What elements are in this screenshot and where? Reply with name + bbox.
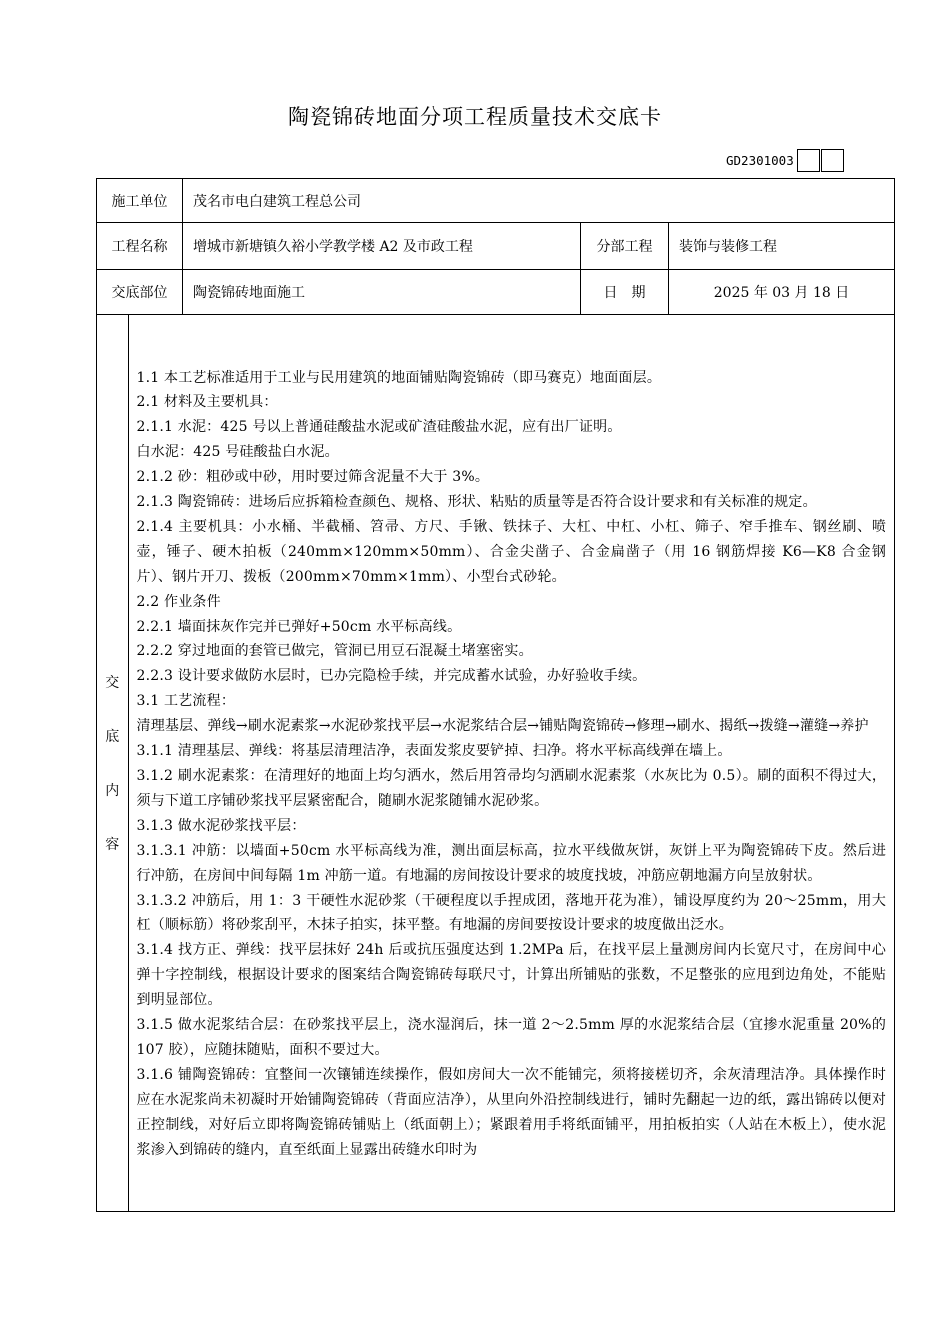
- document-code: GD2301003: [726, 152, 794, 168]
- content-paragraph: 2.2.3 设计要求做防水层时，已办完隐检手续，并完成蓄水试验，办好验收手续。: [136, 668, 647, 685]
- code-box-1: [797, 149, 820, 172]
- content-paragraph: 2.1.1 水泥：425 号以上普通硅酸盐水泥或矿渣硅酸盐水泥，应有出厂证明。: [136, 419, 622, 436]
- content-paragraph: 3.1.3 做水泥砂浆找平层：: [136, 817, 306, 834]
- content-paragraph: 3.1.2 刷水泥素浆：在清理好的地面上均匀洒水，然后用笤帚均匀洒刷水泥素浆（水灰比为 0.5）。刷的面积不得过大，须与下道工序铺砂浆找平层紧密配合，随刷水泥浆随铺水泥砂浆。: [136, 768, 887, 809]
- subproject-label: 分部工程: [581, 223, 669, 270]
- date-value: 2025 年 03 月 18 日: [669, 270, 895, 315]
- side-char-3: 内: [105, 783, 120, 799]
- content-paragraph: 2.2 作业条件: [136, 593, 221, 610]
- content-paragraph: 2.2.1 墙面抹灰作完并已弹好+50cm 水平标高线。: [136, 618, 462, 635]
- content-inner-table: [97, 315, 894, 1211]
- row-content: [97, 315, 895, 1212]
- project-name-value: 增城市新塘镇久裕小学教学楼 A2 及市政工程: [183, 223, 581, 270]
- construction-unit-label: 施工单位: [97, 179, 183, 223]
- side-char-2: 底: [105, 729, 120, 745]
- page-title: 陶瓷锦砖地面分项工程质量技术交底卡: [288, 105, 662, 129]
- content-paragraph: 3.1.6 铺陶瓷锦砖：宜整间一次镶铺连续操作，假如房间大一次不能铺完，须将接槎切齐，余灰清理洁净。具体操作时应在水泥浆尚未初凝时开始铺陶瓷锦砖（背面应洁净），从里向外沿控制线进行，铺时先翻起一边的纸，露出锦砖以便对正控制线，对好后立即将陶瓷锦砖铺贴上（纸面朝上）；紧跟着用手将纸面铺平，用拍板拍实（人站在木板上），使水泥浆渗入到锦砖的缝内，直至纸面上显露出砖缝水印时为: [136, 1066, 887, 1158]
- side-char-1: 交: [105, 675, 120, 691]
- project-name-label: 工程名称: [97, 223, 183, 270]
- content-paragraph: 清理基层、弹线→刷水泥素浆→水泥砂浆找平层→水泥浆结合层→铺贴陶瓷锦砖→修理→刷水、揭纸→拨缝→灌缝→养护: [136, 718, 869, 735]
- content-paragraph: 3.1.1 清理基层、弹线：将基层清理洁净，表面发浆皮要铲掉、扫净。将水平标高线弹在墙上。: [136, 743, 732, 760]
- construction-unit-value: 茂名市电白建筑工程总公司: [183, 179, 895, 223]
- content-paragraph: 3.1.3.1 冲筋：以墙面+50cm 水平标高线为准，测出面层标高，拉水平线做灰饼，灰饼上平为陶瓷锦砖下皮。然后进行冲筋，在房间中间每隔 1m 冲筋一道。有地漏的房间按设计要求的坡度找坡，冲筋应朝地漏方向呈放射状。: [136, 842, 887, 884]
- side-label: [97, 655, 128, 871]
- content-paragraph: 1.1 本工艺标准适用于工业与民用建筑的地面铺贴陶瓷锦砖（即马赛克）地面面层。: [136, 369, 662, 386]
- content-body: [128, 315, 894, 1211]
- content-paragraph: 2.1.4 主要机具：小水桶、半截桶、笤帚、方尺、手锹、铁抹子、大杠、中杠、小杠、筛子、窄手推车、钢丝刷、喷壶，锤子、硬木拍板（240mm×120mm×50mm）、合金尖凿子、合金扁凿子（用 16 钢筋焊接 K6—K8 合金钢片）、钢片开刀、拨板（200mm×70mm×1mm）、小型台式砂轮。: [136, 518, 887, 585]
- row-part: [97, 270, 895, 315]
- content-paragraph: 3.1.3.2 冲筋后，用 1：3 干硬性水泥砂浆（干硬程度以手捏成团，落地开花为准），铺设厚度约为 20～25mm，用大杠（顺标筋）将砂浆刮平，木抹子拍实，抹平整。有地漏的房间要按设计要求的坡度做出泛水。: [136, 892, 887, 934]
- disclosure-table: [96, 178, 895, 1212]
- row-project: [97, 223, 895, 270]
- content-paragraph: 2.1.3 陶瓷锦砖：进场后应拆箱检查颜色、规格、形状、粘贴的质量等是否符合设计要求和有关标准的规定。: [136, 494, 817, 511]
- content-paragraph: 3.1.4 找方正、弹线：找平层抹好 24h 后或抗压强度达到 1.2MPa 后，在找平层上量测房间内长宽尺寸，在房间中心弹十字控制线，根据设计要求的图案结合陶瓷锦砖每联尺寸，计算出所铺贴的张数，不足整张的应甩到边角处，不能贴到明显部位。: [136, 942, 887, 1009]
- content-paragraph: 2.2.2 穿过地面的套管已做完，管洞已用豆石混凝土堵塞密实。: [136, 643, 533, 660]
- disclosure-part-value: 陶瓷锦砖地面施工: [183, 270, 581, 315]
- content-cell: [97, 315, 895, 1212]
- date-label: 日 期: [581, 270, 669, 315]
- content-paragraph: 2.1 材料及主要机具：: [136, 394, 278, 411]
- document-number: [726, 148, 844, 172]
- code-box-2: [821, 149, 844, 172]
- row-construction-unit: [97, 179, 895, 223]
- content-paragraph: 3.1 工艺流程：: [136, 693, 236, 710]
- subproject-value: 装饰与装修工程: [669, 223, 895, 270]
- side-label-cell: [97, 315, 128, 1211]
- content-paragraph: 白水泥：425 号硅酸盐白水泥。: [136, 444, 339, 461]
- disclosure-part-label: 交底部位: [97, 270, 183, 315]
- content-paragraph: 2.1.2 砂：粗砂或中砂，用时要过筛含泥量不大于 3%。: [136, 469, 490, 486]
- side-char-4: 容: [105, 837, 120, 853]
- content-paragraph: 3.1.5 做水泥浆结合层：在砂浆找平层上，浇水湿润后，抹一道 2～2.5mm 厚的水泥浆结合层（宜掺水泥重量 20%的 107 胶），应随抹随贴，面积不要过大。: [136, 1017, 887, 1058]
